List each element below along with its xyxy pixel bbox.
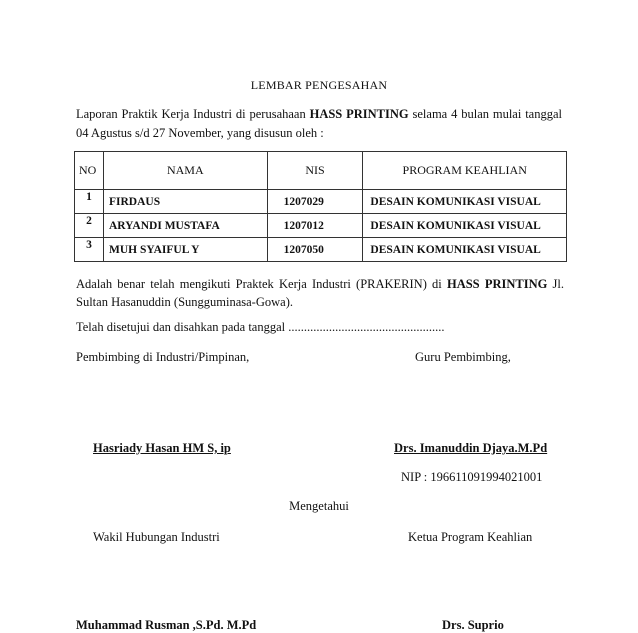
student-table [74,151,567,262]
cell-no: 1 [75,190,104,214]
cell-program: DESAIN KOMUNIKASI VISUAL [363,214,567,238]
industry-supervisor-name: Hasriady Hasan HM S, ip [93,441,231,455]
approval-date-line: Telah disetujui dan disahkan pada tanggal .................................................. [76,320,445,334]
table-row [75,190,567,214]
teacher-nip: NIP : 196611091994021001 [401,470,543,484]
intro-text-rest: selama 4 bulan mulai tanggal 04 Agustus s/d 27 November, yang disusun oleh : [76,107,562,140]
acknowledged-label: Mengetahui [289,499,349,513]
program-head-role: Ketua Program Keahlian [408,530,533,544]
header-no: NO [75,152,104,190]
document-title: LEMBAR PENGESAHAN [250,78,388,92]
table-row [75,214,567,238]
cell-nama: MUH SYAIFUL Y [103,238,267,262]
cell-nis: 1207029 [267,190,363,214]
confirmation-text: Adalah benar telah mengikuti Praktek Kerja Industri (PRAKERIN) di [76,277,447,291]
cell-nis: 1207050 [267,238,363,262]
confirmation-paragraph [76,275,564,311]
intro-text: Laporan Praktik Kerja Industri di perusahaan [76,107,310,121]
cell-program: DESAIN KOMUNIKASI VISUAL [363,238,567,262]
header-program: PROGRAM KEAHLIAN [363,152,567,190]
program-head-name: Drs. Suprio [442,618,504,632]
teacher-supervisor-role: Guru Pembimbing, [415,350,511,364]
company-name: HASS PRINTING [309,107,409,121]
cell-no: 2 [75,214,104,238]
table-header-row [75,152,567,190]
industry-relations-name: Muhammad Rusman ,S.Pd. M.Pd [76,618,257,632]
cell-no: 3 [75,238,104,262]
cell-program: DESAIN KOMUNIKASI VISUAL [363,190,567,214]
header-nama: NAMA [103,152,267,190]
confirmation-text-rest: Jl. Sultan Hasanuddin (Sungguminasa-Gowa). [76,277,565,309]
cell-nama: FIRDAUS [103,190,267,214]
industry-supervisor-role: Pembimbing di Industri/Pimpinan, [76,350,250,364]
industry-relations-role: Wakil Hubungan Industri [93,530,220,544]
teacher-supervisor-name: Drs. Imanuddin Djaya.M.Pd [394,441,548,455]
intro-paragraph [76,105,562,143]
header-nis: NIS [267,152,363,190]
cell-nama: ARYANDI MUSTAFA [103,214,267,238]
company-name: HASS PRINTING [446,277,548,291]
cell-nis: 1207012 [267,214,363,238]
table-row [75,238,567,262]
